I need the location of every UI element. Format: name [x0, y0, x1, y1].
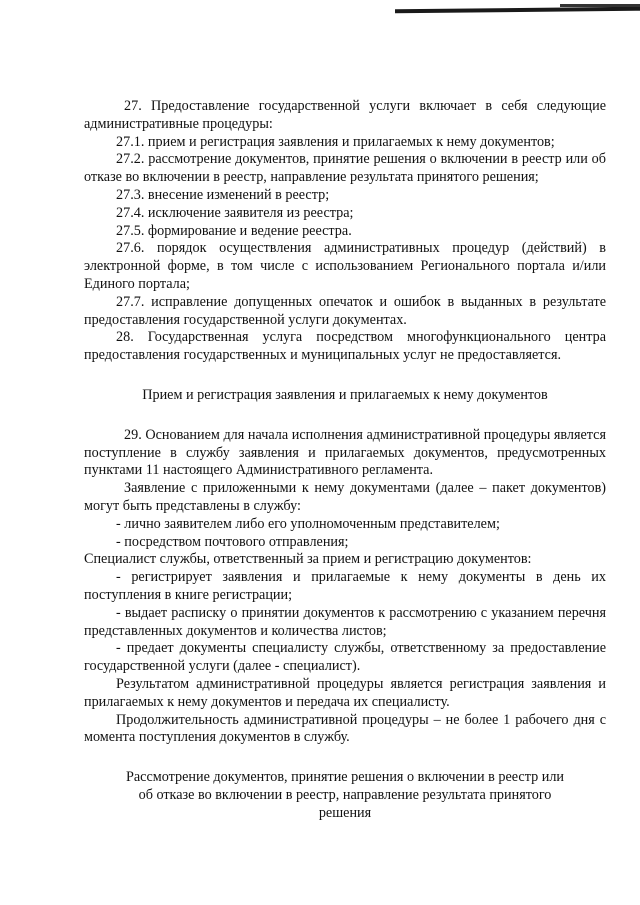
document-page — [84, 98, 606, 822]
submission-way-in-person: - лично заявителем либо его уполномоченным представителем; — [116, 515, 500, 532]
paragraph-29: 29. Основанием для начала исполнения административной процедуры является поступление в службу заявления и прилагаемых документов, предусмотренных пунктами 11 настоящего Административного регламента. — [84, 426, 606, 479]
paragraph-27-intro: 27. Предоставление государственной услуги включает в себя следующие административные процедуры: — [84, 98, 606, 132]
scan-artifact-edge — [560, 4, 640, 7]
submission-way-post: - посредством почтового отправления; — [116, 533, 349, 550]
item-27-4: 27.4. исключение заявителя из реестра; — [116, 204, 354, 221]
paragraph-result: Результатом административной процедуры является регистрация заявления и прилагаемых к нему документов и передача их специалисту. — [84, 675, 606, 710]
action-receipt: - выдает расписку о принятии документов к рассмотрению с указанием перечня представленных документов и количества листов; — [84, 604, 606, 639]
item-27-6: 27.6. порядок осуществления административных процедур (действий) в электронной форме, в том числе с использованием Регионального портала и/или Единого портала; — [84, 240, 606, 292]
paragraph-duration: Продолжительность административной процедуры – не более 1 рабочего дня с момента поступления документов в службу. — [84, 711, 606, 746]
paragraph-28: 28. Государственная услуга посредством многофункционального центра предоставления государственных и муниципальных услуг не предоставляется. — [84, 329, 606, 364]
action-register: - регистрирует заявления и прилагаемые к нему документы в день их поступления в книге регистрации; — [84, 569, 606, 603]
section-heading-review: Рассмотрение документов, принятие решения о включении в реестр или об отказе во включении в реестр, направление результата принятого решения — [125, 769, 565, 821]
item-27-1: 27.1. прием и регистрация заявления и прилагаемых к нему документов; — [116, 133, 555, 150]
scan-artifact — [395, 7, 640, 14]
section-heading-reception: Прием и регистрация заявления и прилагаемых к нему документов — [142, 386, 548, 403]
item-27-3: 27.3. внесение изменений в реестр; — [116, 186, 330, 203]
item-27-5: 27.5. формирование и ведение реестра. — [116, 222, 352, 239]
item-27-2: 27.2. рассмотрение документов, принятие решения о включении в реестр или об отказе во включении в реестр, направление результата принятого решения; — [84, 151, 606, 186]
paragraph-29-submission: Заявление с приложенными к нему документами (далее – пакет документов) могут быть представлены в службу: — [84, 480, 606, 514]
paragraph-specialist: Специалист службы, ответственный за прием и регистрацию документов: — [84, 551, 532, 568]
item-27-7: 27.7. исправление допущенных опечаток и ошибок в выданных в результате предоставления государственной услуги документах. — [84, 293, 606, 328]
action-transfer: - предает документы специалисту службы, ответственному за предоставление государственной услуги (далее - специалист). — [84, 640, 606, 675]
